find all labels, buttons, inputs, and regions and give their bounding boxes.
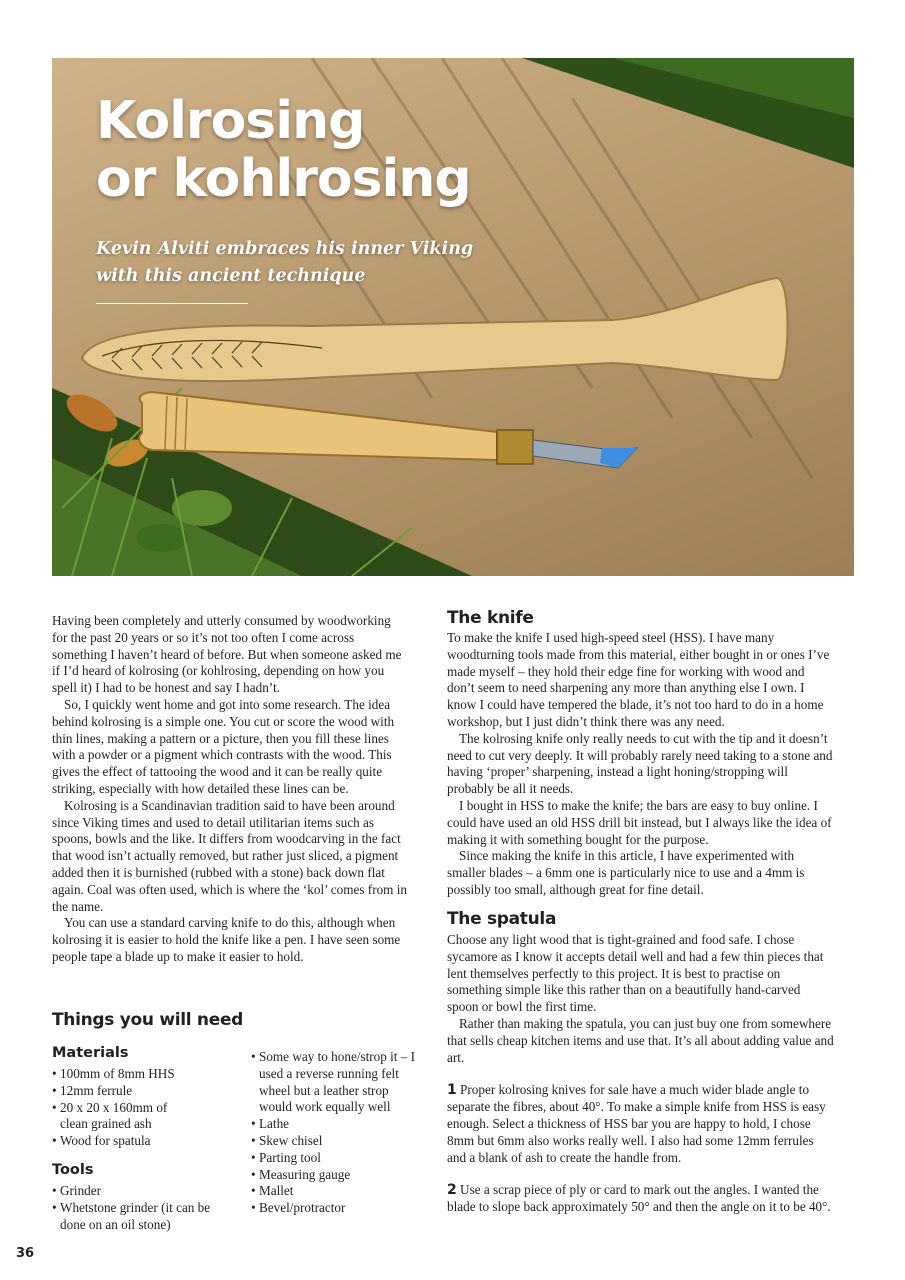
step-text: Use a scrap piece of ply or card to mark out the angles. I wanted the blade to slope back approximately 50° and then the angle on it to be 40°. — [447, 1182, 831, 1215]
materials-item: • Wood for spatula — [52, 1133, 232, 1150]
knife-paragraph: The kolrosing knife only really needs to cut with the tip and it doesn’t need to cut very deeply. It will probably rarely need taking to a stone and having ‘proper’ sharpening, instead a light honing/stropping will probably be all it needs. — [447, 730, 833, 797]
materials-list — [52, 1066, 232, 1150]
knife-text — [447, 630, 835, 899]
things-needed-heading: Things you will need — [52, 1010, 244, 1030]
tools-item: • Skew chisel — [251, 1133, 416, 1150]
spatula-text — [447, 932, 835, 1216]
knife-paragraph: I bought in HSS to make the knife; the bars are easy to buy online. I could have used an old HSS drill bit instead, but I always like the idea of making it with something bought for the purpose. — [447, 797, 832, 847]
intro-paragraph: Kolrosing is a Scandinavian tradition said to have been around since Viking times and used to detail utilitarian items such as spoons, bowls and the like. It differs from woodcarving in the fact that wood isn’t actually removed, but rather just sliced, a pigment added then it is burnished (rubbed with a stone) back down flat again. Coal was often used, which is where the ‘kol’ comes from in the name. — [52, 797, 407, 914]
standfirst — [96, 236, 476, 290]
tools-item: • Some way to hone/strop it – I used a reverse running felt wheel but a leather strop would work equally well — [251, 1049, 416, 1116]
hero-photo — [52, 58, 854, 576]
page-number: 36 — [16, 1246, 35, 1261]
intro-paragraph: You can use a standard carving knife to do this, although when kolrosing it is easier to hold the knife like a pen. I have seen some people tape a blade up to make it easier to hold. — [52, 915, 401, 964]
tools-item: • Parting tool — [251, 1150, 416, 1167]
tools-item: • Lathe — [251, 1116, 416, 1133]
step-number: 2 — [447, 1182, 457, 1199]
tools-item: • Measuring gauge — [251, 1167, 416, 1184]
knife-heading: The knife — [447, 608, 534, 628]
materials-item: • 12mm ferrule — [52, 1083, 232, 1100]
title-line-2: or kohlrosing — [96, 149, 471, 209]
tools-heading: Tools — [52, 1162, 94, 1178]
tools-item: • Bevel/protractor — [251, 1200, 416, 1217]
tools-item: • Grinder — [52, 1183, 222, 1200]
step-1 — [447, 1082, 835, 1166]
article-title — [96, 92, 471, 208]
knife-paragraph: To make the knife I used high-speed steel (HSS). I have many woodturning tools made from this material, either bought in or ones I’ve made myself – they hold their edge fine for working with wood and don’t seem to need sharpening any more than anything else I own. I know I could have tempered the blade, it’s not too hard to do in a home workshop, but I just didn’t think there was any need. — [447, 630, 830, 729]
materials-item: • 20 x 20 x 160mm of clean grained ash — [52, 1100, 190, 1134]
tools-item: • Whetstone grinder (it can be done on an oil stone) — [52, 1200, 222, 1234]
step-2 — [447, 1182, 835, 1216]
step-text: Proper kolrosing knives for sale have a much wider blade angle to separate the fibres, about 40°. To make a simple knife from HSS is easy enough. Select a thickness of HSS bar you are happy to hold, I chose 8mm but 6mm also works really well. I also had some 12mm ferrules and a blank of ash to create the handle from. — [447, 1082, 826, 1165]
materials-item: • 100mm of 8mm HHS — [52, 1066, 232, 1083]
knife-paragraph: Since making the knife in this article, I have experimented with smaller blades – a 6mm one is particularly nice to use and a 4mm is possibly too small, although great for fine detail. — [447, 848, 805, 897]
spatula-paragraph: Choose any light wood that is tight-grained and food safe. I chose sycamore as I know it accepts detail well and had a few thin pieces that lent themselves perfectly to this project. It is best to practise on something simple like this rather than on a beautifully hand-carved spoon or bowl the first time. — [447, 932, 824, 1015]
spatula-paragraph: Rather than making the spatula, you can just buy one from somewhere that sells cheap kitchen items and use that. It’s all about adding value and art. — [447, 1015, 834, 1065]
tools-item: • Mallet — [251, 1183, 416, 1200]
standfirst-divider — [96, 303, 248, 304]
title-line-1: Kolrosing — [96, 91, 365, 151]
standfirst-line-1: Kevin Alviti embraces his inner Viking — [96, 239, 474, 259]
step-number: 1 — [447, 1082, 457, 1099]
intro-text — [52, 613, 407, 966]
standfirst-line-2: with this ancient technique — [96, 266, 366, 286]
tools-list-2 — [251, 1049, 416, 1217]
tools-list-1 — [52, 1183, 222, 1233]
intro-paragraph: Having been completely and utterly consumed by woodworking for the past 20 years or so it’s not too often I come across something I haven’t heard of before. But when someone asked me if I’d heard of kolrosing (or kohlrosing, depending on how you spell it) I had to be honest and say I hadn’t. — [52, 613, 402, 696]
materials-heading: Materials — [52, 1045, 129, 1061]
intro-paragraph: So, I quickly went home and got into some research. The idea behind kolrosing is a simple one. You cut or score the wood with thin lines, making a pattern or a picture, then you fill these lines with a powder or a pigment which contrasts with the wood. This gives the effect of tattooing the wood and it can be really quite striking, especially with how detailed these lines can be. — [52, 696, 395, 796]
spatula-heading: The spatula — [447, 909, 557, 929]
